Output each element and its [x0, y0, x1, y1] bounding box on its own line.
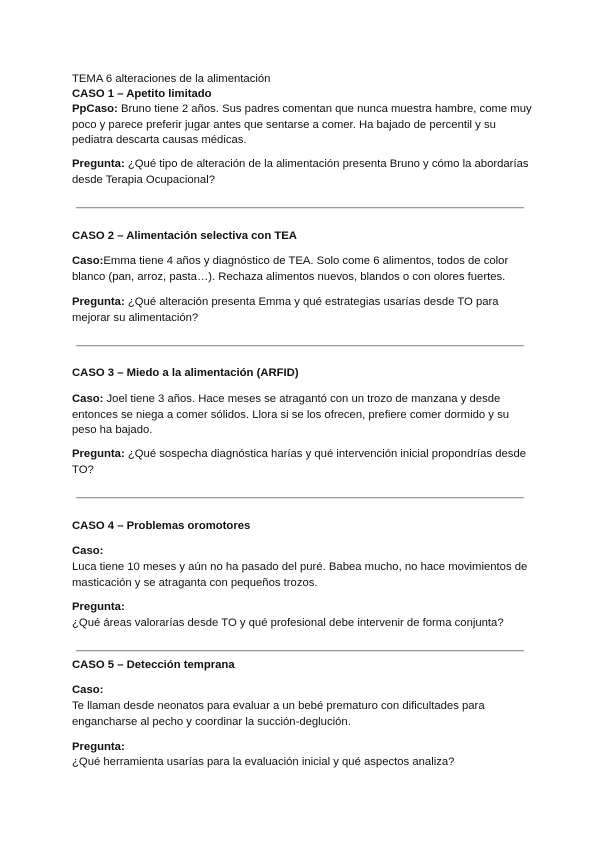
case-3-question [72, 447, 532, 478]
case-3-text: Joel tiene 3 años. Hace meses se atragantó con un trozo de manzana y desde entonces se niega a comer sólidos. Llora si se los ofrecen, prefiere comer dormido y su peso ha bajado. [72, 393, 510, 436]
case-3-question-label: Pregunta: [72, 448, 125, 460]
case-1-heading: CASO 1 – Apetito limitado [72, 88, 212, 100]
case-3-label: Caso: [72, 393, 104, 405]
separator-4 [76, 650, 524, 652]
case-2-text: Emma tiene 4 años y diagnóstico de TEA. Solo come 6 alimentos, todos de color blanco (pan, arroz, pasta…). Rechaza alimentos nuevos, blandos o con olores fuertes. [72, 255, 509, 283]
case-4-question-text: ¿Qué áreas valorarías desde TO y qué profesional debe intervenir de forma conjunta? [72, 617, 504, 629]
case-1-text: Bruno tiene 2 años. Sus padres comentan que nunca muestra hambre, come muy poco y parece preferir jugar antes que sentarse a comer. Ha bajado de percentil y su pediatra descarta causas médicas. [72, 103, 532, 146]
case-1-label: PpCaso: [72, 103, 118, 115]
case-4-heading: CASO 4 – Problemas oromotores [72, 520, 251, 532]
case-5-text: Te llaman desde neonatos para evaluar a un bebé prematuro con dificultades para engancharse al pecho y coordinar la succión-deglución. [72, 700, 485, 728]
separator-2 [76, 345, 524, 347]
separator-3 [76, 497, 524, 499]
case-5-label: Caso: [72, 684, 104, 696]
case-3-question-text: ¿Qué sospecha diagnóstica harías y qué intervención inicial propondrías desde TO? [72, 448, 527, 476]
separator-1 [76, 207, 524, 209]
case-2-question-label: Pregunta: [72, 296, 125, 308]
case-1-question [72, 157, 532, 188]
case-2-label: Caso: [72, 255, 104, 267]
case-2-question [72, 295, 532, 326]
case-4-text: Luca tiene 10 meses y aún no ha pasado del puré. Babea mucho, no hace movimientos de masticación y se atraganta con pequeños trozos. [72, 561, 528, 589]
case-3-heading: CASO 3 – Miedo a la alimentación (ARFID) [72, 367, 299, 379]
case-1-description [72, 102, 532, 149]
doc-title: TEMA 6 alteraciones de la alimentación [72, 73, 271, 85]
case-5-question-text: ¿Qué herramienta usarías para la evaluación inicial y qué aspectos analiza? [72, 756, 455, 768]
case-4-label: Caso: [72, 545, 104, 557]
case-2-question-text: ¿Qué alteración presenta Emma y qué estrategias usarías desde TO para mejorar su alimentación? [72, 296, 499, 324]
case-4-question-label: Pregunta: [72, 601, 125, 613]
case-5-question-label: Pregunta: [72, 741, 125, 753]
case-2-description [72, 254, 532, 285]
case-5-heading: CASO 5 – Detección temprana [72, 659, 235, 671]
case-1-question-label: Pregunta: [72, 158, 125, 170]
case-3-description [72, 392, 532, 439]
case-1-question-text: ¿Qué tipo de alteración de la alimentación presenta Bruno y cómo la abordarías desde Terapia Ocupacional? [72, 158, 529, 186]
case-2-heading: CASO 2 – Alimentación selectiva con TEA [72, 230, 297, 242]
